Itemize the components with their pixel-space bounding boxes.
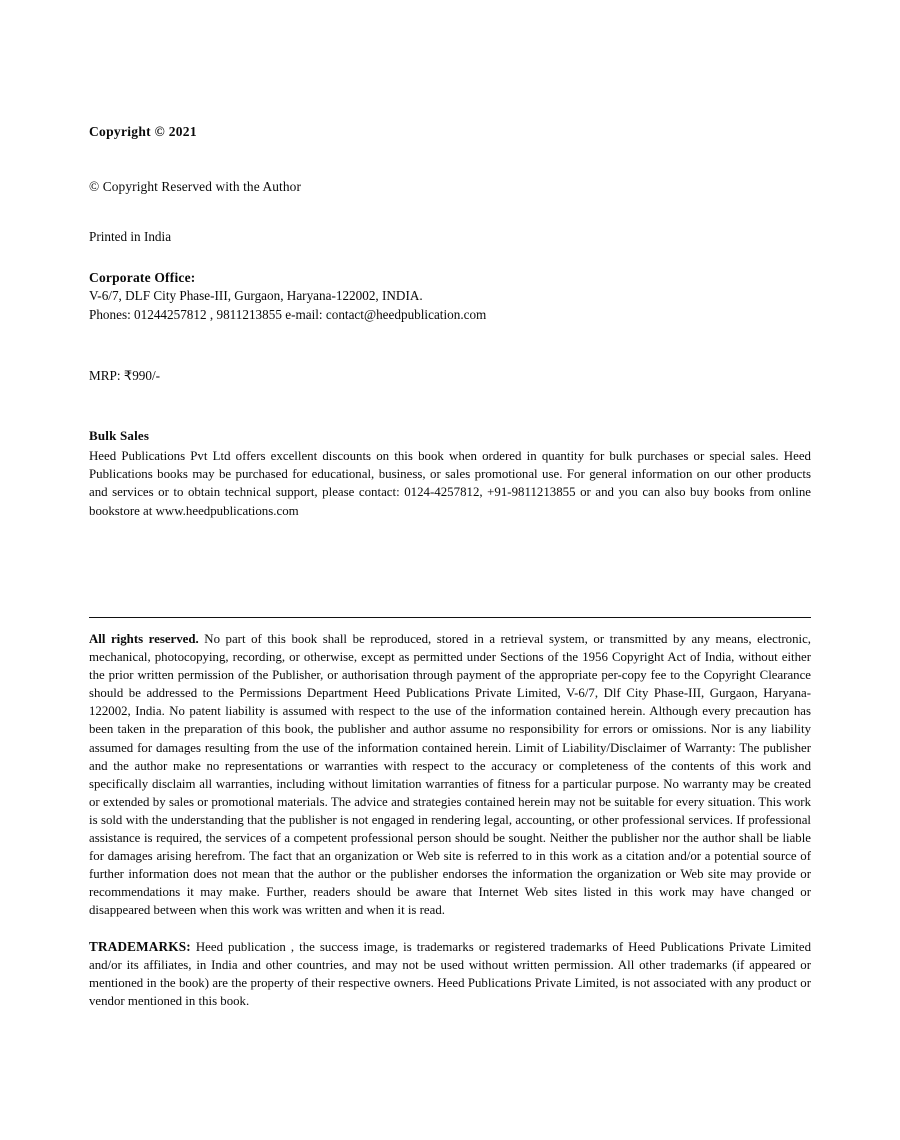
- trademarks-paragraph: [89, 938, 811, 1010]
- all-rights-paragraph: [89, 630, 811, 920]
- trademarks-body: Heed publication , the success image, is trademarks or registered trademarks of Heed Publications Private Limited and/or its affiliates, in India and other countries, and may not be used without written permission. All other trademarks (if appeared or mentioned in the book) are the property of their respective owners. Heed Publications Private Limited, is not associated with any product or vendor mentioned in this book.: [89, 939, 811, 1008]
- corporate-office-heading: Corporate Office:: [89, 270, 196, 285]
- legal-block: [89, 630, 811, 1010]
- imprint-block: [89, 124, 811, 520]
- spacer: [89, 324, 811, 368]
- horizontal-divider: [89, 617, 811, 618]
- all-rights-lead: All rights reserved.: [89, 632, 199, 646]
- copyright-reserved-line: © Copyright Reserved with the Author: [89, 179, 302, 194]
- spacer: [89, 245, 811, 270]
- spacer: [89, 195, 811, 228]
- printed-in-line: Printed in India: [89, 229, 172, 244]
- all-rights-body: No part of this book shall be reproduced, stored in a retrieval system, or transmitted by any means, electronic, mechanical, photocopying, recording, or otherwise, except as permitted under Sections of the 1956 Copyright Act of India, without either the prior written permission of the Publisher, or authorisation through payment of the appropriate per-copy fee to the Copyright Clearance should be addressed to the Permissions Department Heed Publications Private Limited, V-6/7, Dlf City Phase-III, Gurgaon, Haryana-122002, India. No patent liability is assumed with respect to the use of the information contained herein. Although every precaution has been taken in the preparation of this book, the publisher and author assume no responsibility for errors or omissions. Nor is any liability assumed for damages resulting from the use of the information contained herein. Limit of Liability/Disclaimer of Warranty: The publisher and the author make no representations or warranties with respect to the accuracy or completeness of the contents of this work and specifically disclaim all warranties, including without limitation warranties of fitness for a particular purpose. No warranty may be created or extended by sales or promotional materials. The advice and strategies contained herein may not be suitable for every situation. This work is sold with the understanding that the publisher is not engaged in rendering legal, accounting, or other professional services. If professional assistance is required, the services of a competent professional person should be sought. Neither the publisher nor the author shall be liable for damages arising herefrom. The fact that an organization or Web site is referred to in this work as a citation and/or a potential source of further information does not mean that the author or the publisher endorses the information the organization or Web site may provide or recommendations it may make. Further, readers should be aware that Internet Web sites listed in this work may have changed or disappeared between when this work was written and when it is read.: [89, 632, 811, 918]
- bulk-sales-heading: Bulk Sales: [89, 428, 150, 443]
- corporate-office-address: V-6/7, DLF City Phase-III, Gurgaon, Haryana-122002, INDIA.: [89, 288, 423, 303]
- spacer: [89, 384, 811, 428]
- spacer: [89, 140, 811, 178]
- corporate-office-phones: Phones: 01244257812 , 9811213855 e-mail: contact@heedpublication.com: [89, 307, 487, 322]
- trademarks-lead: TRADEMARKS:: [89, 938, 191, 954]
- bulk-sales-body: Heed Publications Pvt Ltd offers excellent discounts on this book when ordered in quantity for bulk purchases or special sales. Heed Publications books may be purchased for educational, business, or sales promotional use. For general information on our other products and services or to obtain technical support, please contact: 0124-4257812, +91-9811213855 or and you can also buy books from online bookstore at www.heedpublications.com: [89, 449, 811, 518]
- spacer: [89, 920, 811, 938]
- copyright-heading: Copyright © 2021: [89, 124, 197, 139]
- mrp-line: MRP: ₹990/-: [89, 368, 161, 383]
